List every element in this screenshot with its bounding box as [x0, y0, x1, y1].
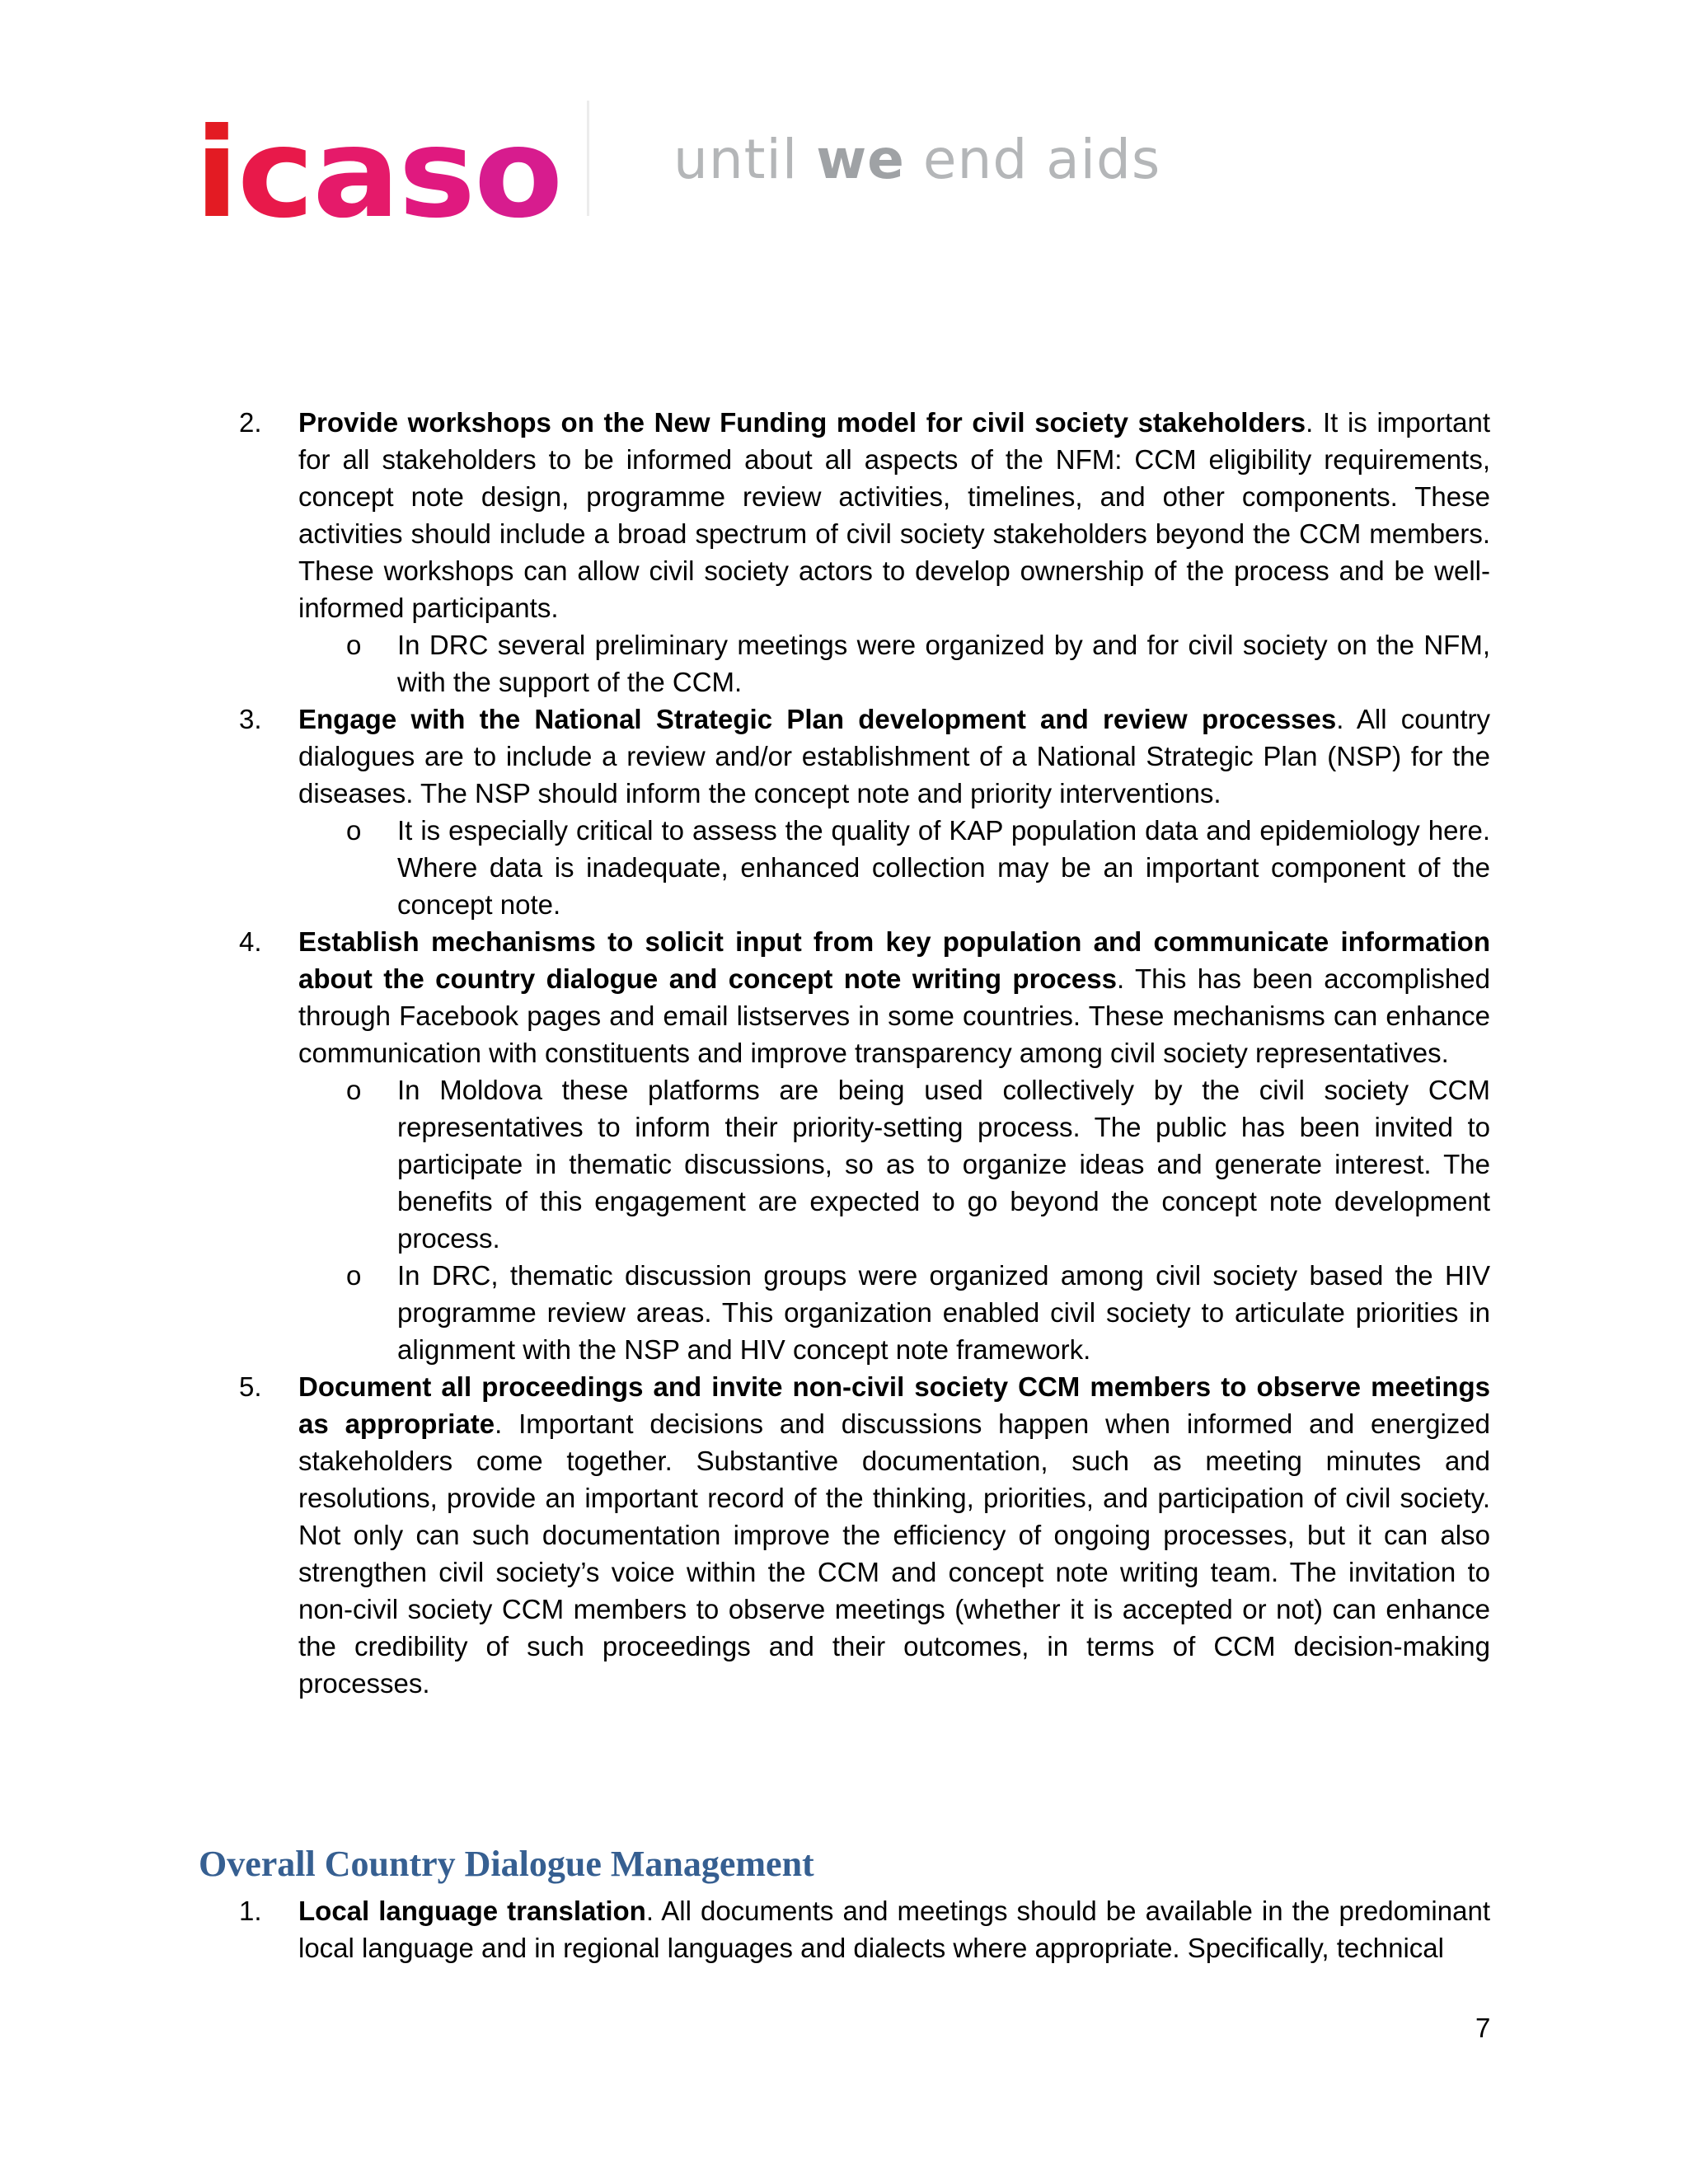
sub-item-text: In Moldova these platforms are being used collectively by the civil society CCM representatives to inform their priority-setting process. The public has been invited to participate in thematic discussions, so as to organize ideas and generate interest. The benefits of this engagement are expected to go beyond the concept note development process. — [397, 1075, 1490, 1254]
list-item — [239, 701, 1490, 812]
bullet-icon: o — [346, 815, 362, 846]
page-number: 7 — [1475, 2013, 1491, 2043]
item-text: . This has been accomplished through Facebook pages and email listserves in some countries. These mechanisms can enhance communication with constituents and improve transparency among civil society representatives. — [298, 963, 1490, 1068]
sub-list-item — [239, 1071, 1490, 1257]
item-text: . All documents and meetings should be available in the predominant local language and in regional languages and dialects where appropriate. Specifically, technical — [298, 1896, 1490, 1963]
item-text: . It is important for all stakeholders to be informed about all aspects of the NFM: CCM eligibility requirements, concept note design, programme review activities, timelines, and other components. These activities should include a broad spectrum of civil society stakeholders beyond the CCM members. These workshops can allow civil society actors to develop ownership of the process and be well-informed participants. — [298, 407, 1490, 623]
item-text: . Important decisions and discussions happen when informed and energized stakeholders come together. Substantive documentation, such as meeting minutes and resolutions, provide an important record of the thinking, priorities, and participation of civil society. Not only can such documentation improve the efficiency of ongoing processes, but it can also strengthen civil society’s voice within the CCM and concept note writing team. The invitation to non-civil society CCM members to observe meetings (whether it is accepted or not) can enhance the credibility of such proceedings and their outcomes, in terms of CCM decision-making processes. — [298, 1408, 1490, 1699]
item-number: 4. — [239, 926, 262, 957]
list-item — [239, 923, 1490, 1071]
item-number: 3. — [239, 704, 262, 734]
sub-list-item — [239, 1257, 1490, 1368]
item-heading: Provide workshops on the New Funding model for civil society stakeholders — [298, 407, 1306, 438]
logo-letter: s — [398, 102, 475, 246]
list-item — [239, 1892, 1490, 1966]
tagline — [673, 128, 1160, 191]
item-heading: Local language translation — [298, 1896, 646, 1926]
tagline-pre: until — [673, 128, 817, 191]
item-number: 2. — [239, 407, 262, 438]
logo-letter: a — [312, 102, 399, 246]
item-text: . All country dialogues are to include a review and/or establishment of a National Strategic Plan (NSP) for the diseases. The NSP should inform the concept note and priority interventions. — [298, 704, 1490, 808]
logo-letter: c — [237, 102, 313, 246]
list-item — [239, 1368, 1490, 1702]
sub-item-text: It is especially critical to assess the quality of KAP population data and epidemiology here. Where data is inadequate, enhanced collection may be an important component of the concept note. — [397, 815, 1490, 920]
logo-divider — [587, 101, 589, 216]
sub-item-text: In DRC, thematic discussion groups were organized among civil society based the HIV programme review areas. This organization enabled civil society to articulate priorities in alignment with the NSP and HIV concept note framework. — [397, 1260, 1490, 1365]
tagline-post: end aids — [904, 128, 1161, 191]
item-heading: Document all proceedings and invite non-civil society CCM members to observe meetings as appropriate — [298, 1371, 1490, 1439]
item-number: 5. — [239, 1371, 262, 1402]
bullet-icon: o — [346, 630, 362, 660]
item-number: 1. — [239, 1896, 262, 1926]
bullet-icon: o — [346, 1075, 362, 1105]
sub-list-item — [239, 812, 1490, 923]
sub-item-text: In DRC several preliminary meetings were organized by and for civil society on the NFM, with the support of the CCM. — [397, 630, 1490, 697]
logo-letter: o — [474, 102, 562, 246]
item-heading: Establish mechanisms to solicit input from key population and communicate information about the country dialogue and concept note writing process — [298, 926, 1490, 994]
logo-letter: i — [195, 102, 237, 246]
bullet-icon: o — [346, 1260, 362, 1291]
list-item — [239, 404, 1490, 626]
item-heading: Engage with the National Strategic Plan development and review processes — [298, 704, 1337, 734]
section-heading: Overall Country Dialogue Management — [199, 1844, 814, 1884]
tagline-bold: we — [816, 128, 905, 191]
section-list — [239, 1892, 1490, 1966]
icaso-logo — [195, 102, 562, 246]
sub-list-item — [239, 626, 1490, 701]
numbered-list — [239, 404, 1490, 1702]
